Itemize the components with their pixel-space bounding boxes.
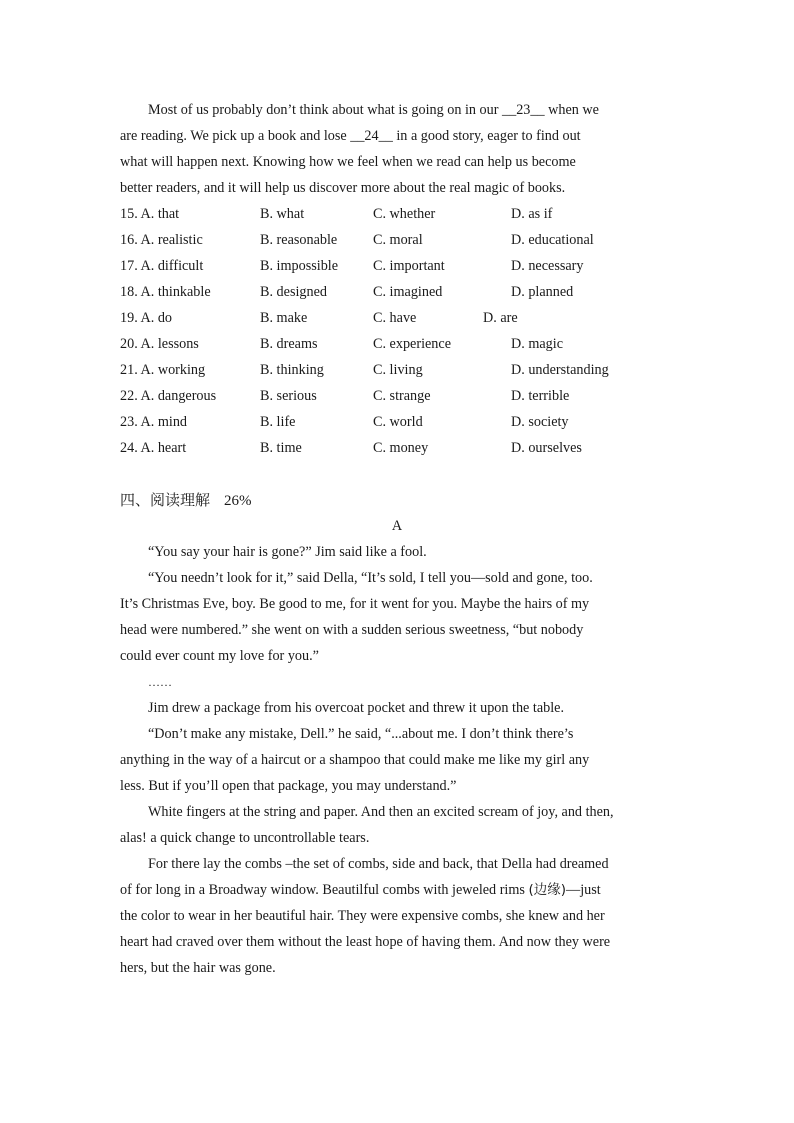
option-b: B. life xyxy=(260,414,296,430)
passage-label: A xyxy=(391,518,403,534)
passage-para-6-line-3: the color to wear in her beautiful hair. They were expensive combs, she knew and her xyxy=(120,908,605,924)
question-17-options xyxy=(120,253,680,279)
passage-para-4-line-2: anything in the way of a haircut or a shampoo that could make me like my girl any xyxy=(120,752,590,768)
option-c: C. experience xyxy=(373,336,451,352)
gloss-tail: —just xyxy=(566,882,601,898)
option-c: C. imagined xyxy=(373,284,443,300)
passage-ellipsis: …… xyxy=(148,675,172,689)
intro-line-4: better readers, and it will help us discover more about the real magic of books. xyxy=(120,180,566,196)
option-c: C. have xyxy=(373,310,417,326)
question-18-options xyxy=(120,279,680,305)
option-b: B. impossible xyxy=(260,258,339,274)
option-d: D. necessary xyxy=(511,258,584,274)
option-d: D. terrible xyxy=(511,388,570,404)
passage-para-4-line-3: less. But if you’ll open that package, you may understand.” xyxy=(120,778,457,794)
option-c: C. important xyxy=(373,258,445,274)
option-number-a: 23. A. mind xyxy=(120,414,188,430)
option-number-a: 17. A. difficult xyxy=(120,258,204,274)
question-20-options xyxy=(120,331,680,357)
intro-line-3: what will happen next. Knowing how we feel when we read can help us become xyxy=(120,154,576,170)
passage-para-2-line-3: head were numbered.” she went on with a sudden serious sweetness, “but nobody xyxy=(120,622,584,638)
passage-para-3: Jim drew a package from his overcoat pocket and threw it upon the table. xyxy=(148,700,565,716)
option-number-a: 21. A. working xyxy=(120,362,206,378)
option-d: D. society xyxy=(511,414,569,430)
option-b: B. make xyxy=(260,310,308,326)
question-24-options xyxy=(120,435,680,461)
option-c: C. money xyxy=(373,440,429,456)
section-percent: 26% xyxy=(224,493,252,509)
question-23-options xyxy=(120,409,680,435)
passage-para-2-line-2: It’s Christmas Eve, boy. Be good to me, for it went for you. Maybe the hairs of my xyxy=(120,596,590,612)
option-b: B. time xyxy=(260,440,302,456)
option-c: C. strange xyxy=(373,388,431,404)
question-21-options xyxy=(120,357,680,383)
passage-para-4-line-1: “Don’t make any mistake, Dell.” he said, “...about me. I don’t think there’s xyxy=(148,726,574,742)
question-16-options xyxy=(120,227,680,253)
passage-para-6-line-4: heart had craved over them without the least hope of having them. And now they were xyxy=(120,934,611,950)
gloss-text: (边缘) xyxy=(528,882,567,898)
question-19-options xyxy=(120,305,680,331)
option-d: D. as if xyxy=(511,206,553,222)
option-c: C. living xyxy=(373,362,423,378)
option-c: C. whether xyxy=(373,206,436,222)
option-d: D. magic xyxy=(511,336,564,352)
option-d: D. are xyxy=(483,310,518,326)
option-number-a: 20. A. lessons xyxy=(120,336,199,352)
option-number-a: 24. A. heart xyxy=(120,440,187,456)
passage-para-6-line-2 xyxy=(120,877,673,903)
option-number-a: 18. A. thinkable xyxy=(120,284,211,300)
option-c: C. world xyxy=(373,414,423,430)
option-d: D. understanding xyxy=(511,362,609,378)
option-b: B. designed xyxy=(260,284,327,300)
question-22-options xyxy=(120,383,680,409)
intro-line-1: Most of us probably don’t think about what is going on in our __23__ when we xyxy=(148,102,599,118)
option-number-a: 16. A. realistic xyxy=(120,232,203,248)
option-d: D. educational xyxy=(511,232,594,248)
passage-para-6-line-2-text: of for long in a Broadway window. Beautilful combs with jeweled rims xyxy=(120,882,525,898)
option-d: D. ourselves xyxy=(511,440,582,456)
option-b: B. what xyxy=(260,206,305,222)
option-b: B. thinking xyxy=(260,362,324,378)
passage-para-6-line-1: For there lay the combs –the set of combs, side and back, that Della had dreamed xyxy=(148,856,609,872)
passage-para-6-line-5: hers, but the hair was gone. xyxy=(120,960,276,976)
option-number-a: 15. A. that xyxy=(120,206,180,222)
option-number-a: 22. A. dangerous xyxy=(120,388,217,404)
option-b: B. serious xyxy=(260,388,317,404)
option-c: C. moral xyxy=(373,232,423,248)
section-title: 四、阅读理解 xyxy=(120,491,211,509)
option-number-a: 19. A. do xyxy=(120,310,173,326)
section-heading xyxy=(120,487,252,514)
option-b: B. dreams xyxy=(260,336,318,352)
intro-line-2: are reading. We pick up a book and lose __24__ in a good story, eager to find out xyxy=(120,128,581,144)
passage-para-5-line-1: White fingers at the string and paper. And then an excited scream of joy, and then, xyxy=(148,804,614,820)
passage-para-2-line-1: “You needn’t look for it,” said Della, “It’s sold, I tell you—sold and gone, too. xyxy=(148,570,593,586)
passage-para-2-line-4: could ever count my love for you.” xyxy=(120,648,319,664)
passage-para-1: “You say your hair is gone?” Jim said like a fool. xyxy=(148,544,427,560)
option-d: D. planned xyxy=(511,284,574,300)
question-15-options xyxy=(120,201,680,227)
passage-para-5-line-2: alas! a quick change to uncontrollable tears. xyxy=(120,830,370,846)
option-b: B. reasonable xyxy=(260,232,338,248)
